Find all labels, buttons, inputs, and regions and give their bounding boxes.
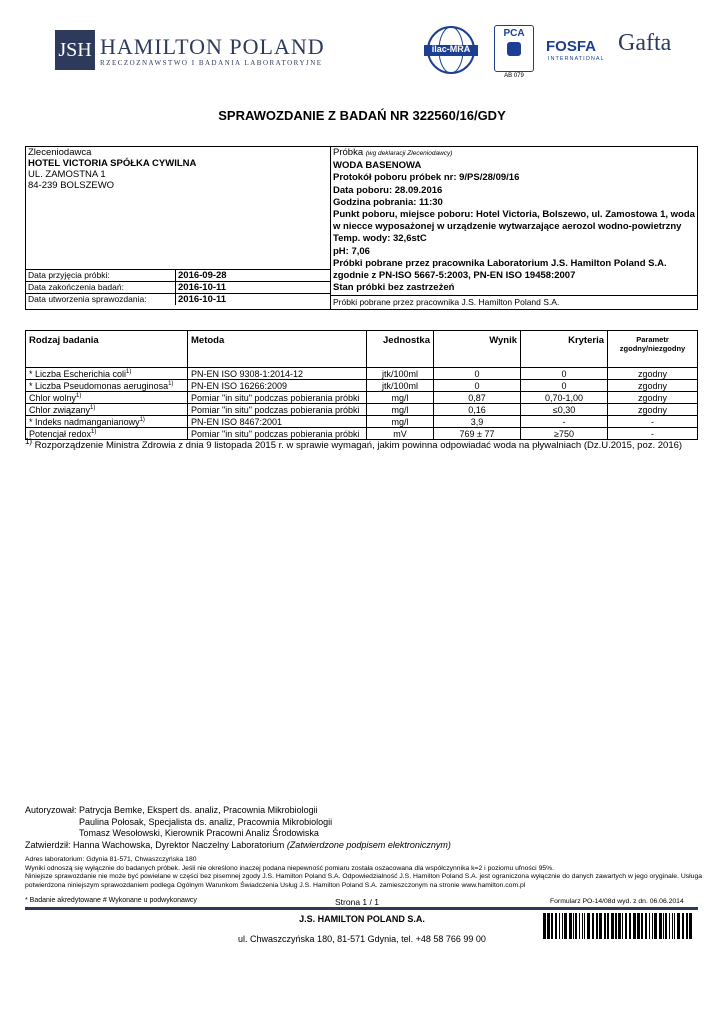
cell-text: - <box>651 428 654 439</box>
barcode-bar <box>622 913 623 939</box>
barcode-bar <box>672 913 673 939</box>
info-box <box>25 146 698 310</box>
client-name: HOTEL VICTORIA SPÓŁKA CYWILNA <box>28 158 197 169</box>
barcode-bar <box>555 913 557 939</box>
col-header: Kryteria <box>521 331 608 368</box>
cell-criteria <box>521 416 608 428</box>
sample-line: Data poboru: 28.09.2016 <box>333 184 443 196</box>
pca-number: AB 079 <box>504 73 524 79</box>
barcode-bar <box>587 913 590 939</box>
barcode-bar <box>573 913 574 939</box>
barcode-bar <box>543 913 546 939</box>
cell-text: * Indeks nadmanganianowy <box>29 416 140 427</box>
cell-text: ≤0,30 <box>552 404 576 415</box>
col-header: Jednostka <box>367 331 434 368</box>
cell-result <box>434 404 521 416</box>
cell-text: 769 ± 77 <box>459 428 495 439</box>
cell-status <box>608 404 698 416</box>
author-name: Tomasz Wesołowski, Kierownik Pracowni Analiz Środowiska <box>79 828 319 838</box>
footer-divider <box>25 907 698 910</box>
cell-unit <box>367 392 434 404</box>
cell-name <box>26 416 188 428</box>
cell-name <box>26 404 188 416</box>
cell-result <box>434 380 521 392</box>
cell-name <box>26 380 188 392</box>
cell-text: ≥750 <box>554 428 574 439</box>
cell-text: * Liczba Escherichia coli <box>29 368 127 379</box>
barcode-bar <box>669 913 670 939</box>
results-header-row <box>26 331 698 368</box>
company-logo <box>55 30 95 70</box>
cell-method <box>188 416 367 428</box>
barcode-bar <box>652 913 653 939</box>
cell-criteria <box>521 368 608 380</box>
cell-text: - <box>651 416 654 427</box>
barcode-bar <box>629 913 631 939</box>
client-city: 84-239 BOLSZEWO <box>28 180 115 191</box>
approver-name: Hanna Wachowska, Dyrektor Naczelny Laboratorium <box>73 839 285 850</box>
date-row <box>26 282 330 294</box>
client-street: UL. ZAMOSTNA 1 <box>28 169 106 180</box>
cell-status <box>608 368 698 380</box>
cell-criteria <box>521 404 608 416</box>
cell-criteria <box>521 392 608 404</box>
col-header: Wynik <box>434 331 521 368</box>
cell-text: 0 <box>474 380 480 391</box>
barcode-bar <box>615 913 617 939</box>
footnote-ref: 1) <box>90 404 96 411</box>
col-header: Parametr zgodny/niezgodny <box>608 331 698 368</box>
barcode-bar <box>641 913 643 939</box>
cell-text: Pomiar "in situ" podczas pobierania próbki <box>191 404 360 415</box>
author-name: Patrycja Bemke, Ekspert ds. analiz, Pracownia Mikrobiologii <box>79 805 318 815</box>
report-title: SPRAWOZDANIE Z BADAŃ NR 322560/16/GDY <box>218 108 506 123</box>
sample-line: Punkt poboru, miejsce poboru: Hotel Victoria, Bolszewo, ul. Zamostowa 1, woda w niecce wyposażonej w urządzenie wytwarzające aerozol wodno-powietrzny <box>333 209 695 233</box>
ilac-logo <box>420 25 482 77</box>
legal-text: Wyniki odnoszą się wyłącznie do badanych próbek. Jeśli nie określono inaczej podana niepewność pomiaru została oszacowana dla współczynnika k=2 i poziomu ufności 95%. <box>25 864 555 872</box>
footnote-ref: 1) <box>139 416 145 423</box>
col-header: Rodzaj badania <box>26 331 188 368</box>
cell-text: 0 <box>561 368 567 379</box>
cell-status <box>608 416 698 428</box>
cell-result <box>434 392 521 404</box>
logo-initials: JSH <box>58 38 92 61</box>
cell-text: PN-EN ISO 16266:2009 <box>191 380 288 391</box>
barcode-bar <box>625 913 627 939</box>
pca-label: PCA <box>503 28 525 39</box>
cell-unit <box>367 404 434 416</box>
cell-result <box>434 368 521 380</box>
barcode-bar <box>659 913 662 939</box>
barcode-bar <box>645 913 647 939</box>
footer-company: J.S. HAMILTON POLAND S.A. <box>299 914 425 924</box>
sample-line: Godzina pobrania: 11:30 <box>333 196 443 208</box>
table-row <box>26 416 698 428</box>
cell-text: jtk/100ml <box>381 380 418 391</box>
fosfa-label: FOSFA <box>546 38 597 55</box>
date-label: Data przyjęcia próbki: <box>26 270 176 282</box>
approver-note: (Zatwierdzone podpisem elektronicznym) <box>286 839 451 850</box>
barcode-bar <box>665 913 667 939</box>
lab-address: Adres laboratorium: Gdynia 81-571, Chwaszczyńska 180 <box>25 856 197 863</box>
barcode-bar <box>663 913 664 939</box>
dates-block <box>26 269 331 309</box>
barcode-bar <box>654 913 657 939</box>
cell-result <box>434 416 521 428</box>
sample-line: WODA BASENOWA <box>333 160 422 172</box>
barcode-bar <box>686 913 688 939</box>
barcode-bar <box>611 913 614 939</box>
results-table <box>25 330 698 440</box>
col-header: Metoda <box>188 331 367 368</box>
sample-line: Stan próbki bez zastrzeżeń <box>333 282 455 294</box>
barcode-bar <box>592 913 594 939</box>
ilac-label: ilac-MRA <box>431 44 471 54</box>
table-row <box>26 380 698 392</box>
sample-line: pH: 7,06 <box>333 245 370 257</box>
client-block <box>26 147 331 270</box>
cell-text: mg/l <box>391 392 409 403</box>
cell-criteria <box>521 380 608 392</box>
cell-unit <box>367 380 434 392</box>
dates-table <box>26 269 330 305</box>
cell-text: Pomiar "in situ" podczas pobierania próbki <box>191 428 360 439</box>
barcode-bar <box>604 913 606 939</box>
cell-text: mg/l <box>391 416 409 427</box>
cell-method <box>188 404 367 416</box>
page-number: Strona 1 / 1 <box>335 897 379 907</box>
barcode-bar <box>677 913 680 939</box>
fosfa-logo <box>546 38 596 55</box>
barcode-bar <box>579 913 580 939</box>
cell-name <box>26 368 188 380</box>
cell-text: mg/l <box>391 404 409 415</box>
brand-name: HAMILTON POLAND <box>100 34 325 59</box>
form-id: Formularz PO-14/08d wyd. z dn. 06.06.2014 <box>550 898 684 905</box>
gafta-logo: Gafta <box>618 30 672 56</box>
cell-text: Chlor wolny <box>29 392 77 403</box>
cell-text: 0,87 <box>468 392 486 403</box>
barcode-bar <box>582 913 583 939</box>
date-value: 2016-10-11 <box>176 282 331 294</box>
cell-text: Pomiar "in situ" podczas pobierania próbki <box>191 392 360 403</box>
authorized-label: Autoryzował: <box>25 805 77 815</box>
cell-name <box>26 392 188 404</box>
cell-text: 0 <box>561 380 567 391</box>
footnote <box>25 435 700 452</box>
footnote-ref: 1) <box>168 380 174 387</box>
cell-text: zgodny <box>637 404 668 415</box>
sample-line: Próbki pobrane przez pracownika Laboratorium J.S. Hamilton Poland S.A. zgodnie z PN-ISO 5667-5:2003, PN-EN ISO 19458:2007 <box>333 257 667 282</box>
date-value: 2016-10-11 <box>176 294 331 306</box>
sample-line: Temp. wody: 32,6stC <box>333 233 427 245</box>
date-label: Data utworzenia sprawozdania: <box>26 294 176 306</box>
brand-subtitle: RZECZOZNAWSTWO I BADANIA LABORATORYJNE <box>100 59 323 67</box>
sample-line: Protokół poboru próbek nr: 9/PS/28/09/16 <box>333 172 520 184</box>
barcode-bar <box>562 913 563 939</box>
barcode-bar <box>569 913 572 939</box>
fosfa-sub: INTERNATIONAL <box>548 56 605 62</box>
cell-status <box>608 392 698 404</box>
barcode-bar <box>596 913 598 939</box>
sample-footer: Próbki pobrane przez pracownika J.S. Hamilton Poland S.A. <box>331 295 697 308</box>
barcode-icon <box>543 913 693 943</box>
barcode-bar <box>547 913 550 939</box>
cell-text: - <box>562 416 566 427</box>
barcode-bar <box>618 913 621 939</box>
table-row <box>26 368 698 380</box>
legal-block <box>25 856 705 890</box>
date-row <box>26 294 330 306</box>
cell-text: PN-EN ISO 9308-1:2014-12 <box>191 368 304 379</box>
cell-text: PN-EN ISO 8467:2001 <box>191 416 283 427</box>
author-name: Paulina Połosak, Specjalista ds. analiz, Pracownia Mikrobiologii <box>79 816 333 827</box>
approved-label: Zatwierdził: <box>25 839 71 850</box>
footnote-ref: 1) <box>76 392 82 399</box>
table-row <box>26 404 698 416</box>
table-row <box>26 392 698 404</box>
client-label: Zleceniodawca <box>28 147 92 158</box>
barcode-bar <box>633 913 636 939</box>
authorization-block <box>25 805 451 851</box>
cell-text: zgodny <box>637 380 668 391</box>
cell-method <box>188 380 367 392</box>
cell-text: mV <box>393 428 407 439</box>
cell-text: zgodny <box>637 368 668 379</box>
barcode-bar <box>674 913 675 939</box>
footnote-text: Rozporządzenie Ministra Zdrowia z dnia 9 listopada 2015 r. w sprawie wymagań, jakim powinna odpowiadać woda na pływalniach (Dz.U.2015, poz. 2016) <box>34 440 683 452</box>
footer-address: ul. Chwaszczyńska 180, 81-571 Gdynia, tel. +48 58 766 99 00 <box>238 934 486 944</box>
cell-text: 0,16 <box>468 404 486 415</box>
cell-unit <box>367 416 434 428</box>
sample-block <box>331 147 698 310</box>
cell-text: 3,9 <box>470 416 484 427</box>
barcode-bar <box>599 913 602 939</box>
footnote-marker: 1) <box>25 437 33 446</box>
barcode-bar <box>564 913 567 939</box>
cell-unit <box>367 368 434 380</box>
barcode-bar <box>607 913 609 939</box>
barcode-bar <box>637 913 640 939</box>
cell-text: Chlor związany <box>29 404 91 415</box>
barcode-bar <box>584 913 585 939</box>
cell-text: * Liczba Pseudomonas aeruginosa <box>29 380 169 391</box>
footnote-ref: 1) <box>126 368 132 375</box>
legal-text: Niniejsze sprawozdanie nie może być powielane w części bez pisemnej zgody J.S. Hamilton Poland S.A. Odpowiedzialność J.S. Hamilton Poland S.A. jest ograniczona wyłącznie do danych zawartych w jego oryginale. Usługa potwierdzona niniejszym sprawozdaniem podlega Ogólnym Warunkom Świadczenia Usług J.S. Hamilton Poland S.A. zamieszczonym na stronie www.hamilton.com.pl <box>25 873 703 889</box>
barcode-bar <box>689 913 692 939</box>
cell-text: Potencjał redox <box>29 428 92 439</box>
footnote-ref: 1) <box>91 428 97 435</box>
date-label: Data zakończenia badań: <box>26 282 176 294</box>
barcode-bar <box>682 913 684 939</box>
date-row <box>26 270 330 282</box>
cell-text: 0,70-1,00 <box>544 392 584 403</box>
cell-method <box>188 368 367 380</box>
cell-text: jtk/100ml <box>381 368 418 379</box>
pca-hand-icon <box>495 39 533 59</box>
barcode-bar <box>559 913 560 939</box>
cell-text: zgodny <box>637 392 668 403</box>
sample-label: Próbka <box>333 147 364 158</box>
cell-status <box>608 380 698 392</box>
sample-label-note: (wg deklaracji Zleceniodawcy) <box>365 150 453 157</box>
barcode-bar <box>575 913 577 939</box>
cell-text: 0 <box>474 368 480 379</box>
barcode-bar <box>649 913 650 939</box>
date-value: 2016-09-28 <box>176 270 331 282</box>
cell-method <box>188 392 367 404</box>
barcode-bar <box>551 913 553 939</box>
pca-logo <box>494 25 534 72</box>
legend-text: * Badanie akredytowane # Wykonane u podwykonawcy <box>25 897 197 904</box>
